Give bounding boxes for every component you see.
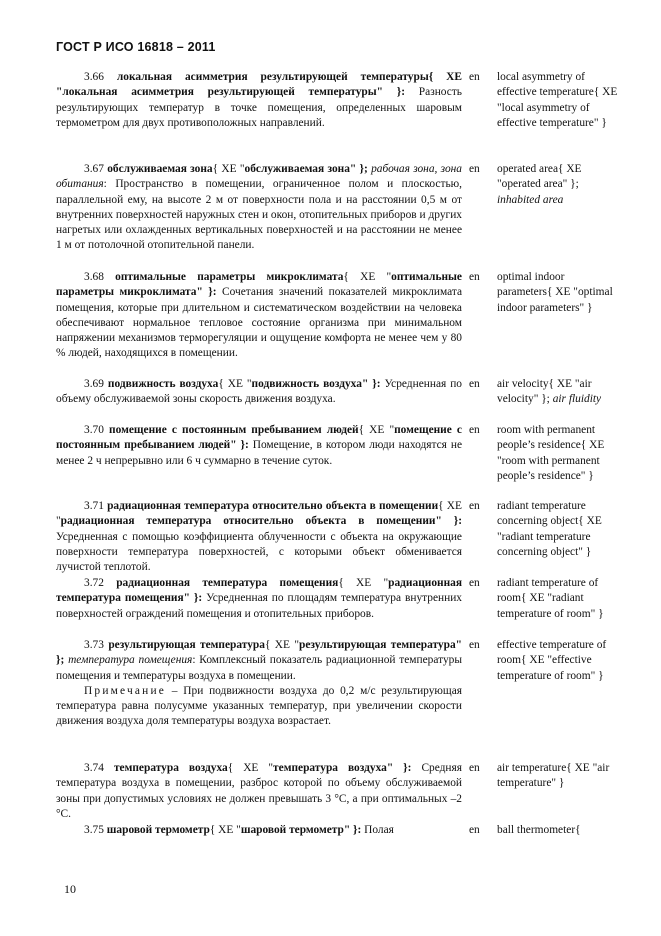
- xe-term: помещение с постоянным пребыванием людей: [56, 424, 462, 452]
- xe-term: радиационная температура помещения: [56, 577, 462, 605]
- xe-open: { XE ": [56, 71, 462, 99]
- language-code: en: [469, 378, 480, 390]
- xe-open: { XE ": [343, 271, 392, 283]
- xe-close: " }:: [361, 378, 381, 390]
- en-equivalent: optimal indoor parameters{ XE "optimal indoor parameters" }: [497, 271, 613, 314]
- xe-term: температура воздуха: [273, 762, 387, 774]
- xe-close: " }:: [386, 762, 412, 774]
- language-code: en: [469, 639, 480, 651]
- xe-term: радиационная температура относительно объекта в помещении: [60, 515, 436, 528]
- ru-definition: [56, 823, 462, 838]
- term-number: 3.70: [84, 424, 104, 436]
- term-synonyms: температура помещения: [64, 654, 193, 667]
- ru-definition: [56, 761, 462, 822]
- ru-definition: [56, 70, 462, 131]
- en-equivalent: radiant temperature concerning object{ XE "radiant temperature concerning object" }: [497, 500, 602, 558]
- en-term: operated area{ XE "operated area" };: [497, 163, 582, 191]
- xe-close: " }:: [343, 824, 362, 836]
- ru-definition: [56, 638, 462, 730]
- term-name: локальная асимметрия результирующей температуры: [116, 71, 429, 83]
- definition-text: : Комплексный показатель радиационной температуры помещения и температуры воздуха в помещении.: [56, 654, 462, 682]
- xe-close: " }:: [196, 286, 217, 299]
- definition-text: : Пространство в помещении, ограниченное полом и плоскостью, параллельной ему, на высоте 2 м от поверхности пола и на расстоянии 0,5 м от внутренних поверхностей наружных стен и окон, отопительных приборов и других нагретых или охлажденных вертикальных поверхностей и на расстоянии не менее 1 м от потолочной отопительной панели.: [56, 178, 462, 252]
- term-number: 3.73: [84, 639, 104, 651]
- term-name: обслуживаемая зона: [107, 163, 213, 175]
- term-name: радиационная температура помещения: [116, 577, 339, 589]
- xe-term: оптимальные параметры микроклимата: [56, 271, 462, 299]
- term-name: шаровой термометр: [106, 824, 210, 836]
- page-number: 10: [64, 882, 76, 896]
- xe-open: { XE ": [358, 424, 395, 436]
- ru-definition: [56, 377, 462, 408]
- en-term: air velocity{ XE "air velocity" };: [497, 378, 592, 406]
- xe-open: { XE ": [218, 378, 252, 390]
- language-code: en: [469, 500, 480, 512]
- xe-close: " }:: [183, 592, 203, 605]
- xe-close: " };: [349, 163, 368, 175]
- document-header: ГОСТ Р ИСО 16818 – 2011: [56, 40, 216, 54]
- note-text: – При подвижности воздуха до 0,2 м/с результирующая температура равна полусумме указанных температур, при увеличении скорости движения воздуха доля температуры воздуха возрастает.: [56, 684, 462, 728]
- definition-text: Усредненная по объему обслуживаемой зоны скорость движения воздуха.: [56, 378, 462, 406]
- definition-text: Разность результирующих температур в точке помещения, определенных шаровым термометром для двух противоположных направлений.: [56, 86, 462, 129]
- xe-close: " };: [56, 639, 462, 667]
- language-code: en: [469, 163, 480, 175]
- note-paragraph: [56, 684, 462, 730]
- xe-close: " }:: [230, 439, 249, 452]
- term-name: помещение с постоянным пребыванием людей: [109, 424, 359, 436]
- xe-term: локальная асимметрия результирующей температуры: [62, 86, 377, 99]
- term-number: 3.66: [84, 71, 104, 83]
- language-code: en: [469, 271, 480, 283]
- term-name: оптимальные параметры микроклимата: [115, 271, 344, 283]
- definition-text: Усредненная с помощью коэффициента облученности с объекта на окружающие поверхности температура поверхностей, с которыми объект обменивается лучистой теплотой.: [56, 530, 462, 574]
- en-synonym: inhabited area: [497, 193, 564, 206]
- term-name: радиационная температура относительно объекта в помещении: [107, 500, 439, 512]
- term-number: 3.75: [84, 824, 104, 836]
- ru-definition: [56, 270, 462, 362]
- term-number: 3.69: [84, 378, 104, 390]
- term-number: 3.71: [84, 500, 104, 512]
- xe-close: " }:: [435, 515, 462, 528]
- language-code: en: [469, 424, 480, 436]
- en-equivalent: [497, 162, 621, 208]
- ru-definition: [56, 576, 462, 622]
- xe-open: { XE ": [209, 824, 241, 836]
- en-equivalent: ball thermometer{: [497, 824, 581, 836]
- en-equivalent: radiant temperature of room{ XE "radiant temperature of room" }: [497, 577, 604, 620]
- xe-term: результирующая температура: [299, 639, 456, 651]
- xe-open: { XE ": [212, 163, 245, 175]
- term-number: 3.72: [84, 577, 104, 589]
- definition-text: Помещение, в котором люди находятся не менее 2 ч непрерывно или 6 ч суммарно в течение суток.: [56, 439, 462, 467]
- term-name: температура воздуха: [113, 762, 228, 774]
- language-code: en: [469, 577, 480, 589]
- xe-close: " }:: [376, 86, 406, 99]
- en-equivalent: effective temperature of room{ XE "effective temperature of room" }: [497, 639, 607, 682]
- en-equivalent: [497, 377, 621, 408]
- term-name: подвижность воздуха: [107, 378, 219, 390]
- language-code: en: [469, 762, 480, 774]
- term-name: результирующая температура: [108, 639, 265, 651]
- xe-open: { XE ": [227, 762, 274, 774]
- term-number: 3.74: [84, 762, 104, 774]
- xe-open: { XE ": [56, 500, 462, 528]
- en-equivalent: room with permanent people’s residence{ XE "room with permanent people’s residence" }: [497, 424, 605, 482]
- en-equivalent: local asymmetry of effective temperature{ XE "local asymmetry of effective temperature" }: [497, 71, 618, 129]
- xe-term: шаровой термометр: [240, 824, 344, 836]
- xe-term: обслуживаемая зона: [244, 163, 350, 175]
- language-code: en: [469, 824, 480, 836]
- xe-open: { XE ": [264, 639, 300, 651]
- term-number: 3.67: [84, 163, 104, 175]
- ru-definition: [56, 499, 462, 575]
- definition-text: Сочетания значений показателей микроклимата помещения, которые при длительном и систематическом воздействии на человека обеспечивают нормальное тепловое состояние организма при минимальном напряжении механизмов терморегуляции и ощущение комфорта не менее чем у 80 % людей, находящихся в помещении.: [56, 286, 463, 360]
- language-code: en: [469, 71, 480, 83]
- en-equivalent: air temperature{ XE "air temperature" }: [497, 762, 610, 790]
- xe-open: { XE ": [338, 577, 389, 589]
- ru-definition: [56, 423, 462, 469]
- definition-text: Усредненная по площадям температура внутренних поверхностей ограждений помещения и отопительных приборов.: [56, 592, 462, 620]
- term-synonyms: рабочая зона, зона обитания: [56, 163, 463, 191]
- definition-text: Средняя температура воздуха в помещении, разброс которой по объему обслуживаемой зоны при допустимых условиях не должен превышать 3 °С, а при оптимальных –2 °С.: [56, 762, 463, 820]
- ru-definition: [56, 162, 462, 254]
- en-synonym: air fluidity: [552, 393, 602, 406]
- term-number: 3.68: [84, 271, 104, 283]
- xe-term: подвижность воздуха: [251, 378, 362, 390]
- note-label: Примечание: [84, 684, 167, 697]
- definition-text: Полая: [361, 824, 394, 836]
